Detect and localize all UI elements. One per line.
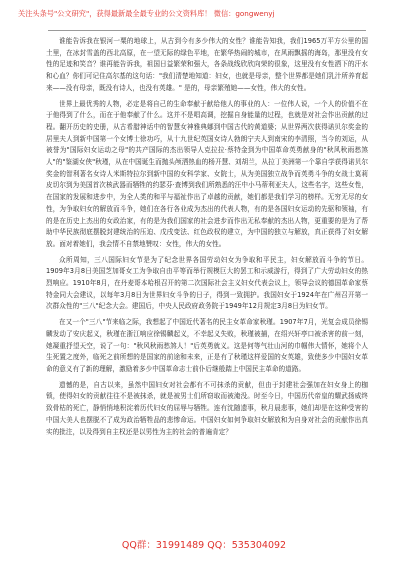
paragraph-5: 遗憾的是，自古以来，虽然中国妇女对社会都有不可抹杀的贡献，但由于封建社会强加在妇女身上的枷锁，使得妇女的贡献往往不是被抹杀，就是被男士们所窃取而被淹没。时至今日，中国历代帝皇的耀武扬威终致骨枯的死亡，静悄悄地积淀着历代妇女的屈辱与牺牲。连有沈随遗事，秋月晨悲事，她们却是在这种受害的中国大美人也摆脱不了成为政治牺牲品的悲惨命运。中国妇女如何争取妇女解放和为自身对社会的贡献作出真实的批注，以及得到自主权还是以男性为主的社会的普遍肯定？ [46,380,368,436]
promo-banner-text: 关注头条号"公文研究"，获得最新最全最专业的公文资料库！ 微信：gongwenyj [18,9,275,18]
paragraph-1: 谁能告诉我在银河一粟的地球上，从古到今有多少伟大的女性？谁能告知我，我们1965万平方公里的国土里，在冰封雪盖的西北高原，在一望无际的绿色平地，在繁华热闹的城市，在风雨飘摇的海岛，那里没有女性的足迹和笑音？谁再能告诉我，祖国日益繁荣和强大，各条战线欣欣向荣的很象，这里没有女性洒下的汗水和心血？你们可记住高尔基的这句话："我们清楚地知道：妇女，也就是母亲，整个世界都是她们乳汁所养育起来——没有母亲，既没有诗人，也没有英雄。" 是的，母亲繁殖她——女性，伟大的女性。 [46,37,368,92]
paragraph-2: 世界上最优秀的人物，必定是将自己的生命奉献于献给他人的事业的人：一位伟人说，一个人的价值不在于他得到了什么，而在于他奉献了什么。这并不是唱高调，挖掘自身能量的过程，也就是对社会作出贡献的过程。翻开历史的史册，从古希腊神话中的智慧女神雅典娜到中国古代的黄道婆；从世界两次获得诺贝尔奖金的居里夫人到新中国第一个女博士徐功巧，从十九世纪英国女诗人勃朗宁夫人到南宋的李清照，当今的刘运，从被誉为"国际妇女运动之母"的共产国际的杰出领导人克拉拉·蔡特金到为中国革命英勇献身的"秋风秋雨愁煞人"的"鉴湖女侠"秋瑾，从在中国诞生而抛头颅洒热血的杨开慧、刘胡兰，从拉丁美洲第一个靠自学获得诺贝尔奖金的智利著名女诗人米斯特拉尔到新中国的女科学家、女院士，从为美国独立战争而英勇斗争的女战士莫莉皮切尔到为美国首次核武器而牺牲的约瑟芬·查博到我们所熟悉的汪中小马蒂利亚夫人，这些名字，这些女性，在国家的发展和进步中，为全人类的和平与福祉作出了卓越的贡献，她们都是我们学习的榜样。无穷无尽的女性，为争取妇女的解放而斗争，她们在各行各业成为杰出的代表人物，有的是各国妇女运动的先驱和领袖，有的是在历史上杰出的女政治家，有的是为我们国家的社会进步而作出无私奉献的杰出人物，更重要的是为了帮助中华民族彻底摆脱封建统治的压迫、戊戌变法、红色政权的建立，为中国的独立与解放，真正获得了妇女解放。面对着她们，我会情不自禁地赞叹：女性，伟大的女性。 [46,99,368,248]
paragraph-4: 在又一个"三八"节来临之际，我想起了中国近代著名的民主女革命家秋瑾。1907年7月，光复会成员徐锡麟发动了安庆起义，秋瑾在浙江响应徐锡麟起义，不幸起义失败，秋瑾被捕，在绍兴轩亭口被杀害的前一刻，她凝重抒望天空，说了一句："秋风秋雨愁煞人！"后英勇就义。这是何等气壮山河的巾帼伟大情怀，她将个人生死置之度外，临死之前所想的是国家的前途和未来，正是有了秋瑾这样爱国的女英雄，致使多少中国妇女革命的意义有了新的理解，激励着多少中国革命志士前仆后继般踏上中国民主革命的道路。 [46,318,368,373]
page-footer [0,537,408,557]
contact-footer-text: QQ群：31991489 QQ：535304092 [121,540,287,551]
page-header [0,0,408,36]
paragraph-3: 众所周知，三八国际妇女节是为了纪念世界各国劳动妇女为争取和平民主，妇女解放而斗争的节日。1909年3月8日美国芝加哥女工为争取自由平等而举行规模巨大的罢工和示威游行，得到了广大劳动妇女的热烈响应。1910年8月，在丹麦哥本哈根召开的第二次国际社会主义妇女代表会议上，领导会议的德国革命家蔡特金同大会建议，以每年3月8日为世界妇女斗争的日子，得到一致拥护。我国妇女于1924年在广州召开第一次群众性的"三八"纪念大会。建国后，中央人民政府政务院于1949年12月规定3月8日为妇女节。 [46,255,368,311]
header-divider [48,30,366,31]
article-body [46,36,368,540]
